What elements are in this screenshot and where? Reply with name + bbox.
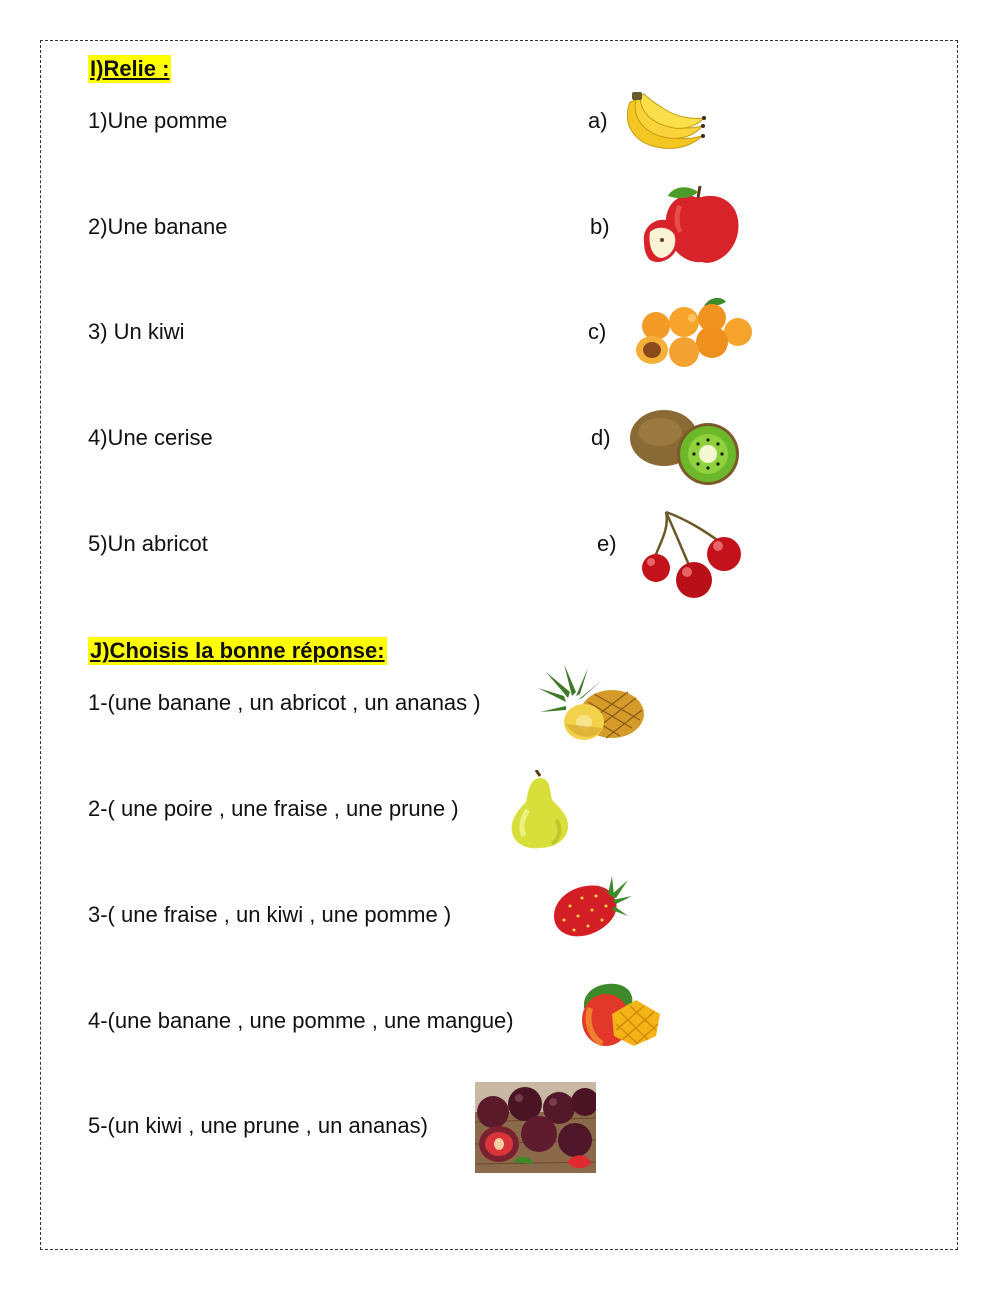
match-item-3: 3) Un kiwi xyxy=(88,319,185,344)
match-letter-d: d) xyxy=(591,425,611,450)
bananas-image xyxy=(622,92,708,154)
choice-item-2: 2-( une poire , une fraise , une prune ) xyxy=(88,796,459,821)
mango-image xyxy=(578,978,664,1050)
apricots-image xyxy=(632,296,756,368)
choice-item-5: 5-(un kiwi , une prune , un ananas) xyxy=(88,1113,428,1138)
pear-image xyxy=(506,770,572,850)
section-i-heading: I)Relie : xyxy=(90,56,170,81)
section-j-heading: J)Choisis la bonne réponse: xyxy=(90,638,385,663)
match-item-4: 4)Une cerise xyxy=(88,425,213,450)
cherries-image xyxy=(636,510,746,602)
match-item-2: 2)Une banane xyxy=(88,214,228,239)
match-letter-a: a) xyxy=(588,108,608,133)
strawberry-image xyxy=(550,876,632,942)
choice-item-1: 1-(une banane , un abricot , un ananas ) xyxy=(88,690,481,715)
plums-image xyxy=(475,1082,596,1173)
apple-image xyxy=(640,184,744,270)
match-item-1: 1)Une pomme xyxy=(88,108,228,133)
match-item-5: 5)Un abricot xyxy=(88,531,208,556)
match-letter-c: c) xyxy=(588,319,607,344)
match-letter-b: b) xyxy=(590,214,610,239)
choice-item-3: 3-( une fraise , un kiwi , une pomme ) xyxy=(88,902,452,927)
match-letter-e: e) xyxy=(597,531,617,556)
choice-item-4: 4-(une banane , une pomme , une mangue) xyxy=(88,1008,514,1033)
kiwi-image xyxy=(628,406,744,490)
pineapple-image xyxy=(536,662,648,744)
